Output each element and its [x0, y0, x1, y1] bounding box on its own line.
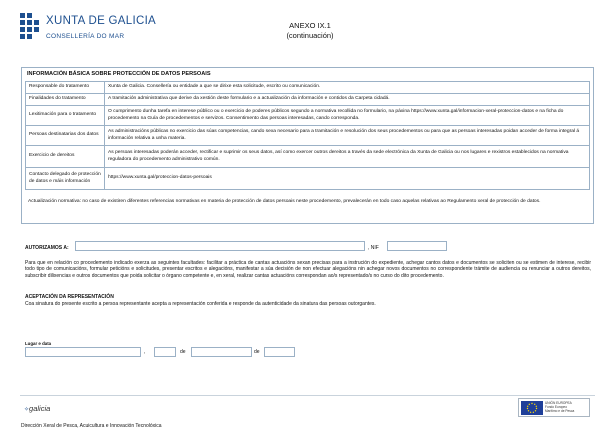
de-label-2: de	[254, 349, 260, 355]
table-row	[26, 146, 590, 168]
annex-heading	[260, 21, 360, 41]
logo-subtitle: CONSELLERÍA DO MAR	[46, 33, 125, 40]
row-label: Responsable do tratamento	[26, 82, 105, 94]
place-date-label: Lugar e data	[25, 341, 52, 346]
table-row	[26, 168, 590, 190]
row-label: Persoas destinatarias dos datos	[26, 126, 105, 146]
day-field[interactable]	[154, 347, 176, 357]
regulation-note: Actualización normativa: no caso de existiren diferentes referencias normativas en materia de protección de datos persoais neste procedemento, prevalecerán en todo caso aquelas relativas ao Regulamento xeral de protección de datos.	[28, 199, 541, 204]
table-row	[26, 126, 590, 146]
row-label: Exercicio de dereitos	[26, 146, 105, 168]
nif-label: , NIF	[368, 245, 379, 251]
acceptance-title: ACEPTACIÓN DA REPRESENTACIÓN	[25, 294, 114, 300]
logo-title: XUNTA DE GALICIA	[46, 15, 157, 27]
de-label-1: de	[180, 349, 186, 355]
data-protection-title: INFORMACIÓN BÁSICA SOBRE PROTECCIÓN DE DATOS PERSOAIS	[27, 71, 211, 77]
department-name: Dirección Xeral de Pesca, Acuicultura e Innovación Tecnolóxica	[21, 423, 162, 429]
xunta-cross-icon	[18, 11, 42, 45]
authorized-name-field[interactable]	[75, 241, 365, 251]
eu-funding-logo	[518, 398, 590, 417]
annex-subtitle: (continuación)	[286, 31, 334, 40]
row-label: Lexitimación para o tratamento	[26, 106, 105, 126]
galicia-logo: ✧galicia	[24, 404, 51, 413]
table-row	[26, 94, 590, 106]
authorize-label: AUTORIZAMOS A:	[25, 245, 69, 251]
table-row	[26, 106, 590, 126]
row-text: As administracións públicas no exercicio das súas competencias, cando sexa necesario para a tramitación e resolución dos seus procedementos ou para que as persoas interesadas poidan acceder de forma integral á información relativa a unha materia.	[105, 126, 590, 146]
row-label: Contacto delegado de protección de datos e máis información	[26, 168, 105, 190]
row-text: https://www.xunta.gal/proteccion-datos-persoais	[105, 168, 590, 190]
nif-field[interactable]	[387, 241, 447, 251]
authorization-paragraph: Para que en relación co procedemento indicado exerza as seguintes facultades: facilitar a práctica de cantas actuacións sexan precisas para a instrución do expediente, achegar cantos datos e documentos se soliciten ou se estimen de interese, recibir todo tipo de comunicacións, formular peticións e solicitudes, presentar escritos e alegacións, manifestar a súa decisión de non efectuar alegacións nin achegar novos documentos no correspondente trámite de audiencia ou renunciar a outros dereitos, subscribir dilixencias e outros documentos que poida solicitar o órgano competente e, en xeral, realizar cantas actuacións correspondan ao/s representado/s no curso do dito procedemento.	[25, 260, 591, 279]
row-label: Finalidades do tratamento	[26, 94, 105, 106]
xunta-logo	[18, 11, 157, 47]
annex-title: ANEXO IX.1	[289, 21, 331, 30]
eu-flag-icon	[521, 401, 543, 415]
row-text: Xunta de Galicia. Consellería ou entidade a que se dirixe esta solicitude, escrito ou comunicación.	[105, 82, 590, 94]
eu-text: UNIÓN EUROPEA Fondo Europeo Marítimo e de Pesca	[545, 401, 575, 414]
acceptance-text: Coa sinatura do presente escrito a persoa representante acepta a representación conferida e responde da autenticidade da sinatura das persoas outorgantes.	[25, 301, 376, 307]
table-row	[26, 82, 590, 94]
comma-separator: ,	[144, 349, 146, 355]
row-text: A tramitación administrativa que derive da xestión deste formulario e a actualización da información e contidos da Carpeta cidadá.	[105, 94, 590, 106]
row-text: As persoas interesadas poderán acceder, rectificar e suprimir os seus datos, así como exercer outros dereitos a través da sede electrónica da Xunta de Galicia ou nos lugares e rexistros establecidos na normativa reguladora do procedemento administrativo común.	[105, 146, 590, 168]
row-text: O cumprimento dunha tarefa en interese público ou o exercicio de poderes públicos segundo a normativa recollida no formulario, na páxina https://www.xunta.gal/informacion-xeral-proteccion-datos e na ficha do procedemento na Guía de procedementos e servizos. Consentimento das persoas interesadas, cando corresponda.	[105, 106, 590, 126]
month-field[interactable]	[191, 347, 252, 357]
data-protection-table	[25, 81, 590, 190]
place-field[interactable]	[25, 347, 141, 357]
year-field[interactable]	[264, 347, 295, 357]
galicia-mark-icon: ✧	[24, 407, 30, 413]
footer-divider	[20, 395, 595, 396]
